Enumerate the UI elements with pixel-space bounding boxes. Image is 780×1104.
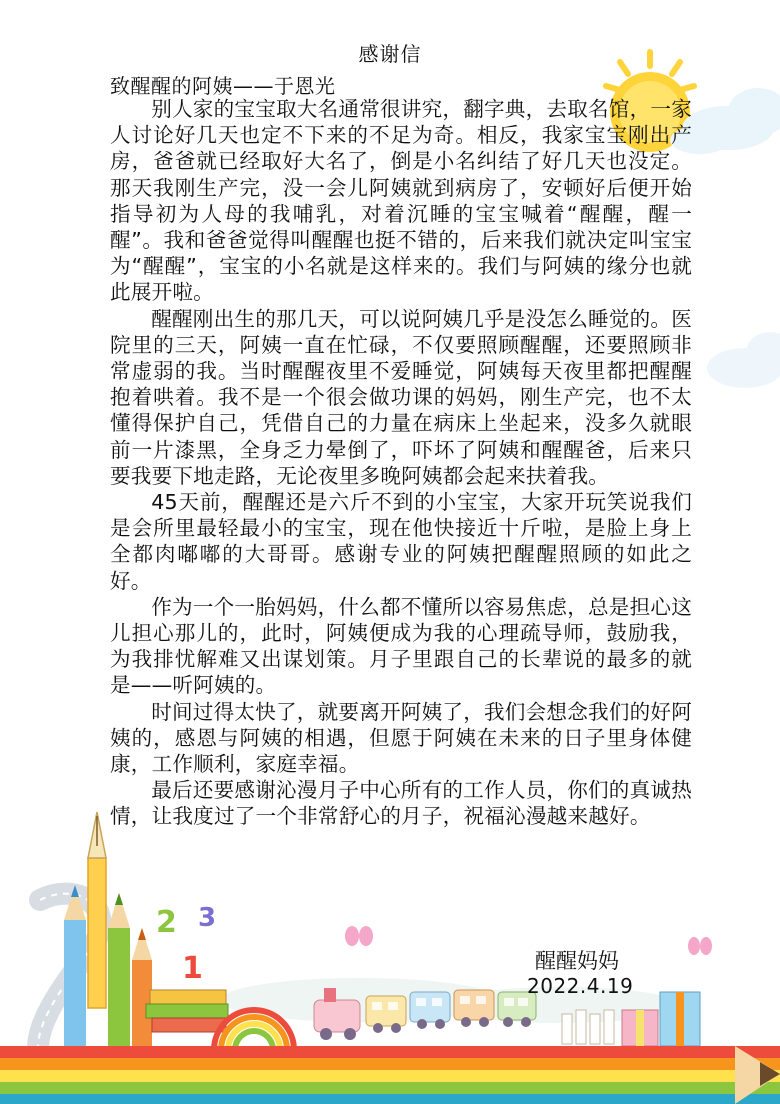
body-paragraph: 最后还要感谢沁漫月子中心所有的工作人员，你们的真诚热情，让我度过了一个非常舒心的月子，祝福沁漫越来越好。 (110, 778, 692, 829)
body-paragraph: 醒醒刚出生的那几天，可以说阿姨几乎是没怎么睡觉的。医院里的三天，阿姨一直在忙碌，不仅要照顾醒醒，还要照顾非常虚弱的我。当时醒醒夜里不爱睡觉，阿姨每天夜里都把醒醒抱着哄着。我不是一个很会做功课的妈妈，刚生产完，也不太懂得保护自己，凭借自己的力量在病床上坐起来，没多久就眼前一片漆黑，全身乏力晕倒了，吓坏了阿姨和醒醒爸，后来只要我要下地走路，无论夜里多晚阿姨都会起来扶着我。 (110, 306, 692, 488)
butterfly-icon (688, 937, 712, 955)
number-1-decoration: 1 (182, 951, 203, 986)
body-paragraph: 45天前，醒醒还是六斤不到的小宝宝，大家开玩笑说我们是会所里最轻最小的宝宝，现在他快接近十斤啦，是脸上身上全都肉嘟嘟的大哥哥。感谢专业的阿姨把醒醒照顾的如此之好。 (110, 490, 692, 593)
body-paragraph: 作为一个一胎妈妈，什么都不懂所以容易焦虑，总是担心这儿担心那儿的，此时，阿姨便成为我的心理疏导师，鼓励我，为我排忧解难又出谋划策。月子里跟自己的长辈说的最多的就是——听阿姨的。 (110, 594, 692, 698)
butterfly-icon (345, 926, 373, 946)
number-3-decoration: 3 (198, 903, 217, 933)
body-paragraph: 时间过得太快了，就要离开阿姨了，我们会想念我们的好阿姨的，感恩与阿姨的相遇，但愿于阿姨在未来的日子里身体健康，工作顺利，家庭幸福。 (110, 699, 692, 777)
body-paragraph: 别人家的宝宝取大名通常很讲究，翻字典，去取名馆，一家人讨论好几天也定不下来的不足为奇。相反，我家宝宝刚出产房，爸爸就已经取好大名了，倒是小名纠结了好几天也没定。那天我刚生产完，没一会儿阿姨就到病房了，安顿好后便开始指导初为人母的我哺乳，对着沉睡的宝宝喊着“醒醒，醒一醒”。我和爸爸觉得叫醒醒也挺不错的，后来我们就决定叫宝宝为“醒醒”，宝宝的小名就是这样来的。我们与阿姨的缘分也就此展开啦。 (110, 97, 692, 305)
letter-salutation: 致醒醒的阿姨——于恩光 (110, 74, 336, 98)
pencil-stripe-border (0, 1046, 780, 1104)
cloud-icon (707, 332, 780, 388)
letter-title: 感谢信 (358, 42, 422, 66)
pen-illustration (88, 812, 106, 1008)
letter-date: 2022.4.19 (527, 974, 634, 998)
books-illustration (146, 990, 228, 1032)
number-2-decoration: 2 (156, 905, 177, 940)
letter-signoff: 醒醒妈妈 (535, 949, 619, 973)
letter-body (110, 96, 692, 830)
